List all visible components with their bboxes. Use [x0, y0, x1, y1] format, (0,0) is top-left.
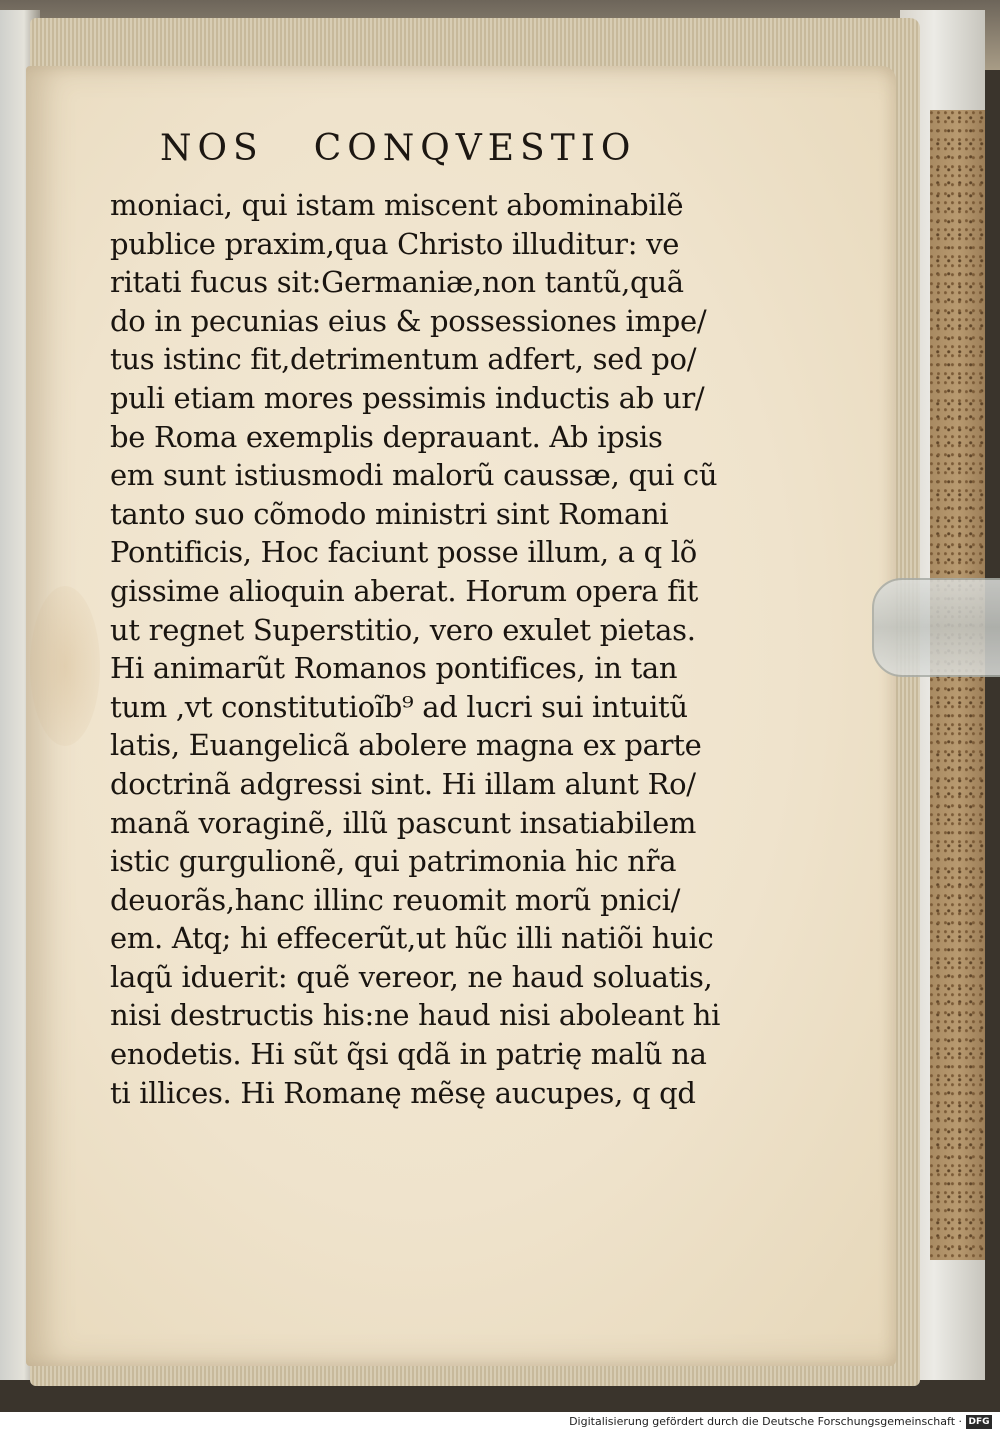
dfg-logo-icon: DFG: [966, 1415, 992, 1429]
page-clip: [872, 578, 1000, 677]
running-head-left: NOS: [160, 128, 264, 169]
text-line: puli etiam mores pessimis inductis ab ur/: [110, 380, 705, 415]
text-line: Hi animarũt Romanos pontifices, in tan: [110, 651, 678, 686]
text-line: laqũ iduerit: quẽ vereor, ne haud soluatis,: [110, 959, 713, 994]
text-line: ritati fucus sit:Germaniæ,non tantũ,quã: [110, 265, 684, 300]
text-line: ti illices. Hi Romanę mẽsę aucupes, q qd: [110, 1075, 696, 1110]
text-line: be Roma exemplis deprauant. Ab ipsis: [110, 419, 663, 454]
text-line: deuorãs,hanc illinc reuomit morũ pnici/: [110, 882, 681, 917]
page-stain: [30, 586, 100, 746]
running-head: [160, 128, 636, 169]
text-line: gissime alioquin aberat. Horum opera fit: [110, 573, 698, 608]
text-line: moniaci, qui istam miscent abominabilẽ: [110, 188, 684, 222]
text-line: tanto suo cõmodo ministri sint Romani: [110, 496, 669, 531]
text-line: tus istinc fit,detrimentum adfert, sed po/: [110, 342, 697, 377]
marbled-board: [930, 110, 985, 1260]
text-line: do in pecunias eius & possessiones impe/: [110, 303, 707, 338]
text-line: em. Atq; hi effecerũt,ut hũc illi natiõi huic: [110, 921, 714, 956]
text-line: latis, Euangelicã abolere magna ex parte: [110, 728, 702, 763]
text-line: em sunt istiusmodi malorũ caussæ, qui cũ: [110, 458, 718, 493]
text-line: publice praxim,qua Christo illuditur: ve: [110, 226, 680, 261]
text-block: [110, 186, 750, 1112]
footer-bar: [0, 1412, 1000, 1433]
funding-credit: Digitalisierung gefördert durch die Deutsche Forschungsgemeinschaft ·: [569, 1415, 962, 1428]
text-line: istic gurgulionẽ, qui patrimonia hic nr̃a: [110, 844, 677, 879]
text-line: nisi destructis his:ne haud nisi aboleant hi: [110, 998, 721, 1033]
text-line: ut regnet Superstitio, vero exulet pietas.: [110, 612, 696, 647]
text-line: tum ,vt constitutioĩb⁹ ad lucri sui intuitũ: [110, 689, 688, 724]
text-line: Pontificis, Hoc faciunt posse illum, a q lõ: [110, 535, 697, 570]
running-head-right: CONQVESTIO: [313, 128, 637, 169]
text-line: manã voraginẽ, illũ pascunt insatiabilem: [110, 805, 697, 840]
text-line: doctrinã adgressi sint. Hi illam alunt Ro/: [110, 766, 696, 801]
text-line: enodetis. Hi sũt q̃si qdã in patrię malũ na: [110, 1037, 707, 1072]
